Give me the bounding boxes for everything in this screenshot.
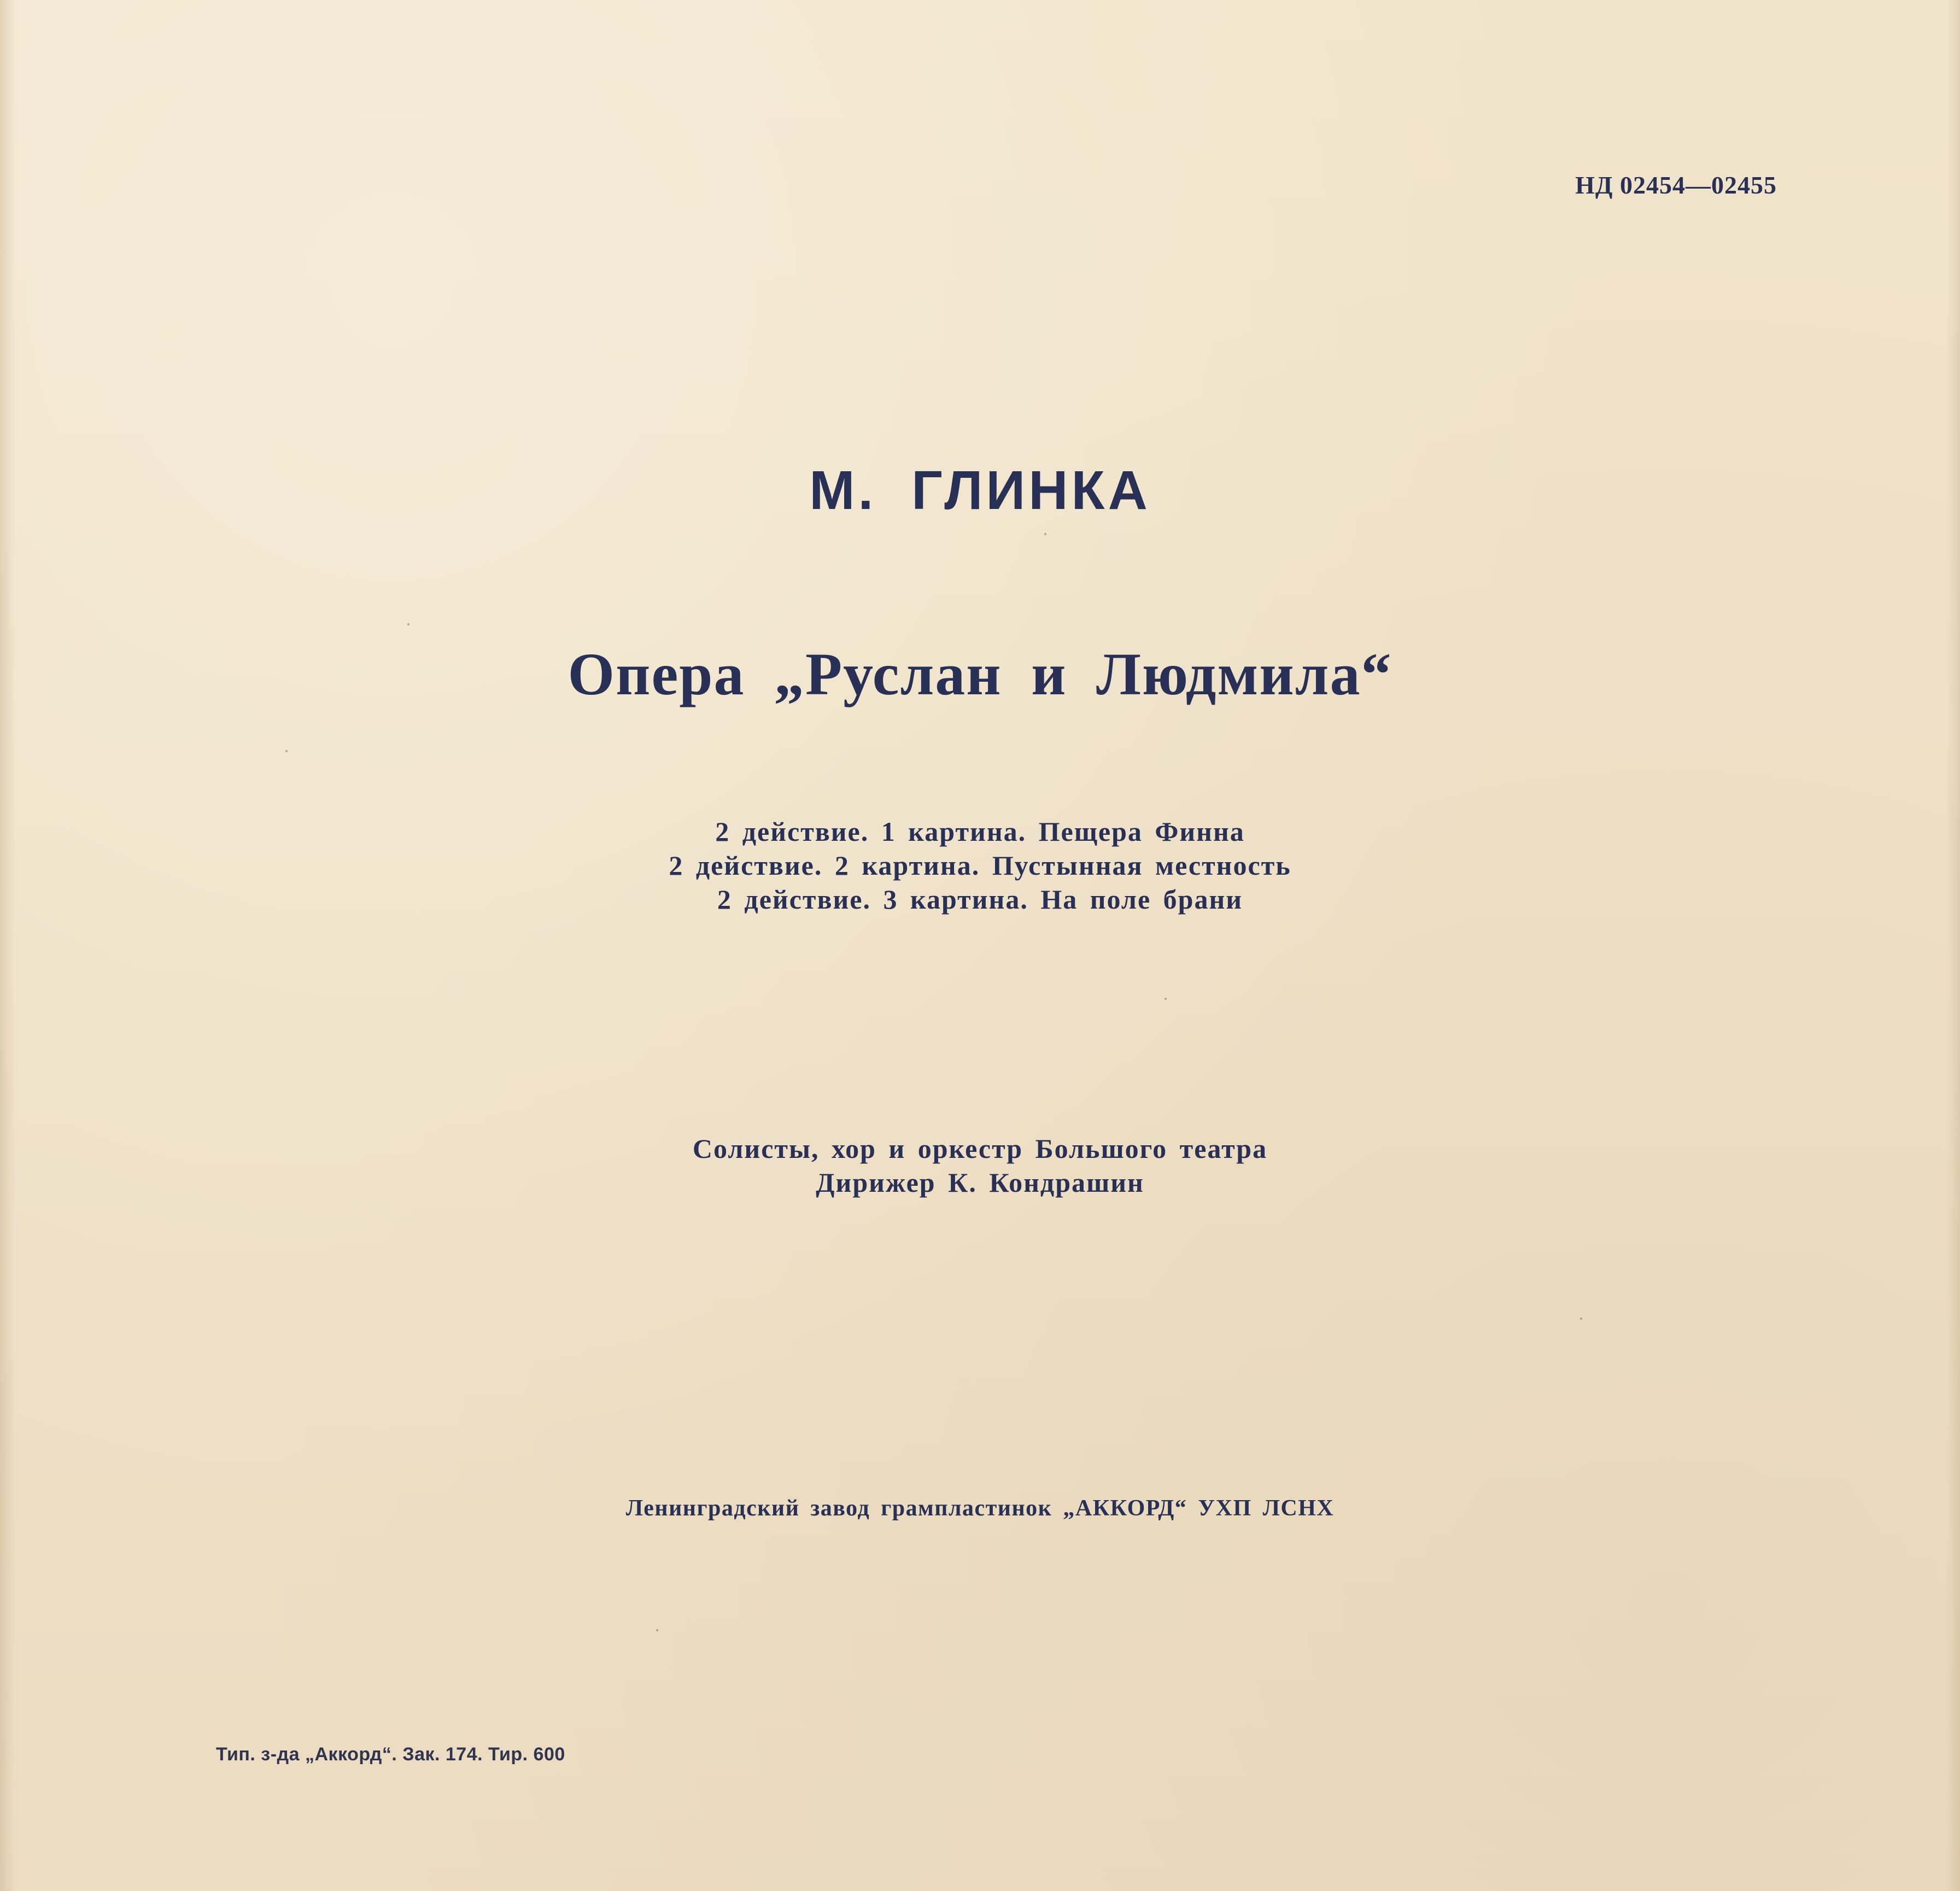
catalog-number: НД 02454—02455 xyxy=(1575,171,1777,199)
scene-line: 2 действие. 1 картина. Пещера Финна xyxy=(715,816,1245,847)
scene-line: 2 действие. 3 картина. На поле брани xyxy=(717,884,1243,915)
scene-line: 2 действие. 2 картина. Пустынная местность xyxy=(669,850,1291,881)
performers-line: Солисты, хор и оркестр Большого театра xyxy=(692,1133,1268,1164)
manufacturer-line: Ленинградский завод грампластинок „АККОРД“ УХП ЛСНХ xyxy=(625,1496,1335,1521)
scene-list xyxy=(0,815,1960,916)
paper-speck xyxy=(656,1629,658,1631)
paper-speck xyxy=(1580,1318,1582,1320)
paper-speck xyxy=(1165,998,1167,1000)
paper-speck xyxy=(285,750,288,752)
conductor-line: Дирижер К. Кондрашин xyxy=(816,1167,1144,1198)
composer-name: М. ГЛИНКА xyxy=(809,460,1151,521)
paper-speck xyxy=(1044,533,1046,535)
performers-credits xyxy=(0,1132,1960,1199)
opera-title: Опера „Руслан и Людмила“ xyxy=(567,641,1393,707)
paper-speck xyxy=(407,623,409,625)
print-info: Тип. з-да „Аккорд“. Зак. 174. Тир. 600 xyxy=(216,1744,565,1765)
paper-edge-left xyxy=(0,0,15,1891)
paper-edge-right xyxy=(1947,0,1960,1891)
